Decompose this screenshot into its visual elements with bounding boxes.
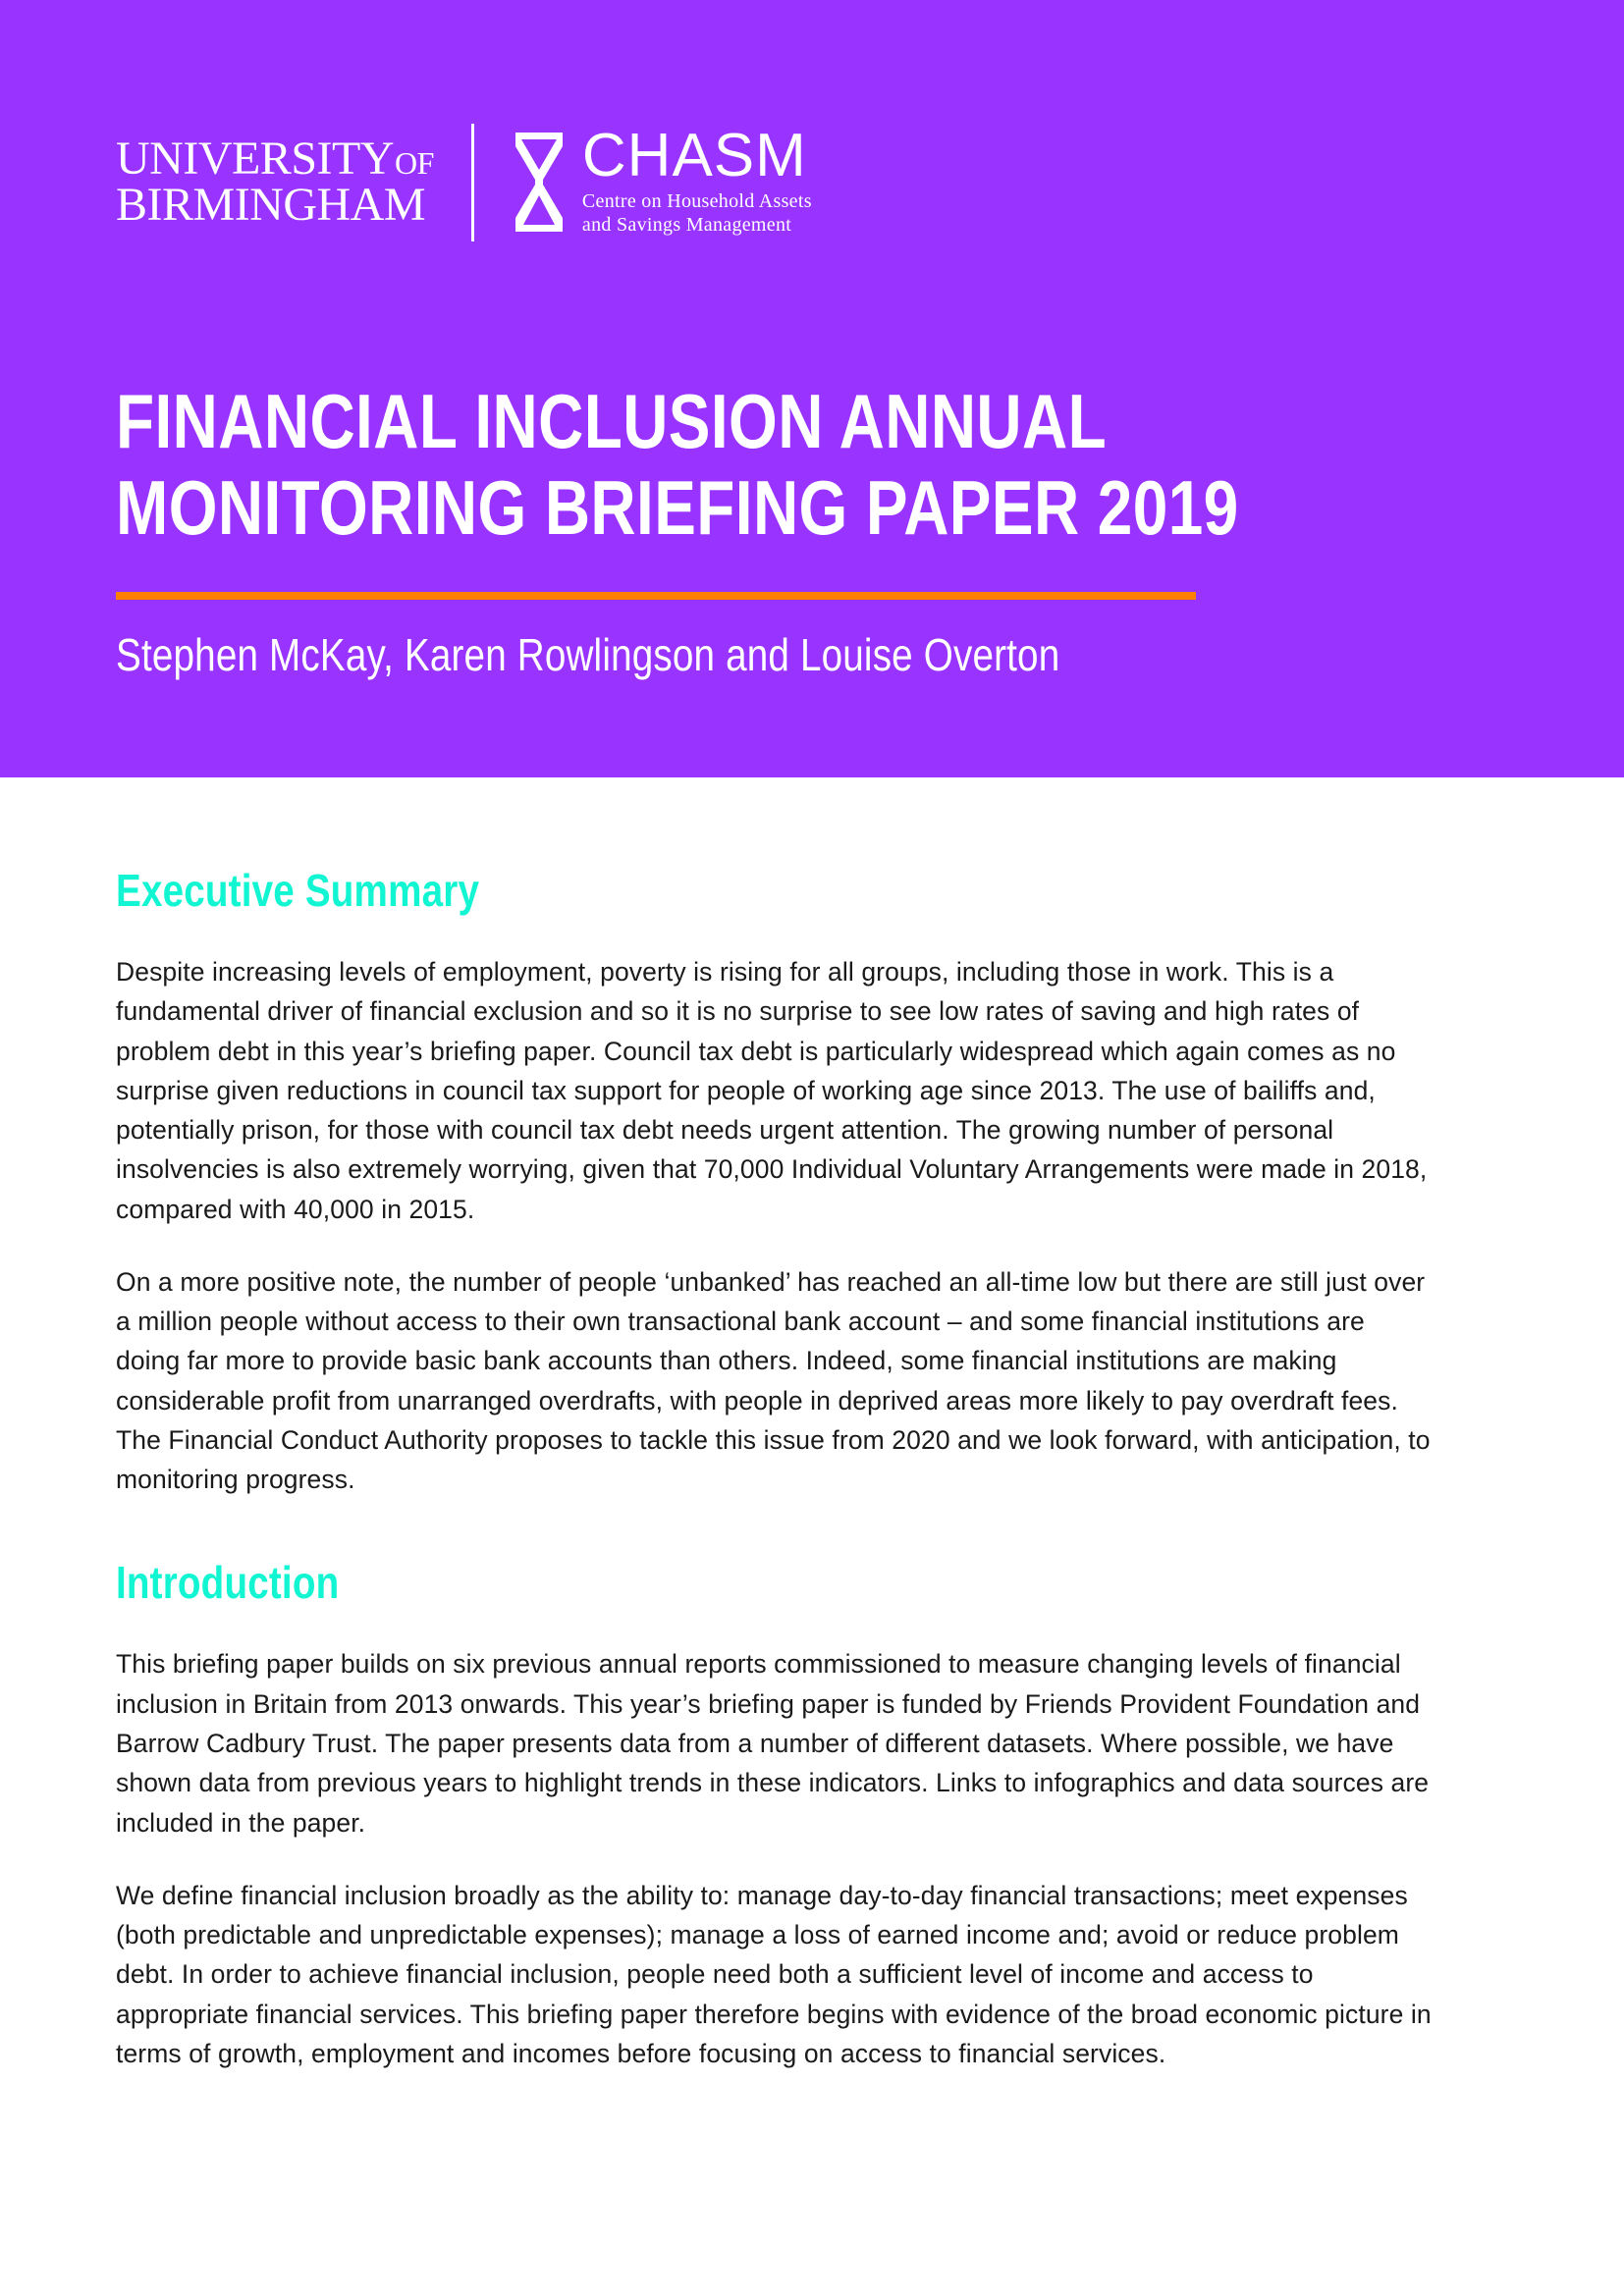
section-heading-introduction: Introduction [116, 1557, 340, 1609]
section-heading-executive-summary: Executive Summary [116, 865, 480, 916]
executive-summary-paragraph-2: On a more positive note, the number of people ‘unbanked’ has reached an all-time low but there are still just over a million people without access to their own transactional bank account – and some financial institutions are doing far more to provide basic bank accounts than others. Indeed, some financial institutions are making considerable profit from unarranged overdrafts, with people in deprived areas more likely to pay overdraft fees. The Financial Conduct Authority proposes to tackle this issue from 2020 and we look forward, with anticipation, to monitoring progress. [116, 1266, 1431, 1495]
cover-title [116, 378, 1343, 551]
university-of-birmingham-logo [116, 133, 471, 231]
executive-summary-paragraph-1: Despite increasing levels of employment, poverty is rising for all groups, including those in work. This is a fundamental driver of financial exclusion and so it is no surprise to see low rates of saving and high rates of problem debt in this year’s briefing paper. Council tax debt is particularly widespread which again comes as no surprise given reductions in council tax support for people of working age since 2013. The use of bailiffs and, potentially prison, for those with council tax debt needs urgent attention. The growing number of personal insolvencies is also extremely worrying, given that 70,000 Individual Voluntary Arrangements were made in 2018, compared with 40,000 in 2015. [116, 957, 1428, 1224]
cover-title-line-2: MONITORING BRIEFING PAPER 2019 [116, 464, 1239, 552]
chasm-logo [474, 122, 812, 238]
chasm-text-block [581, 122, 812, 238]
cover-title-line-1: FINANCIAL INCLUSION ANNUAL [116, 378, 1108, 464]
logo-bar [116, 116, 812, 249]
title-accent-rule [116, 592, 1196, 600]
chasm-tagline-line-1: Centre on Household Assets [581, 190, 812, 213]
uob-logo-word-of: OF [394, 145, 434, 182]
introduction-paragraph-1: This briefing paper builds on six previous annual reports commissioned to measure changing levels of financial inclusion in Britain from 2013 onwards. This year’s briefing paper is funded by Friends Provident Foundation and Barrow Cadbury Trust. The paper presents data from a number of different datasets. Where possible, we have shown data from previous years to highlight trends in these indicators. Links to infographics and data sources are included in the paper. [116, 1649, 1430, 1838]
document-body [116, 864, 1432, 2073]
cover-authors: Stephen McKay, Karen Rowlingson and Louise Overton [116, 629, 1060, 680]
uob-logo-line-2: BIRMINGHAM [116, 179, 426, 231]
chasm-tagline-line-2: and Savings Management [581, 214, 792, 237]
uob-logo-line-1 [116, 133, 434, 186]
uob-logo-word-university: UNIVERSITY [116, 133, 394, 186]
chasm-wordmark: CHASM [581, 122, 807, 190]
introduction-paragraph-2: We define financial inclusion broadly as the ability to: manage day-to-day financial transactions; meet expenses (both predictable and unpredictable expenses); manage a loss of earned income and; avoid or reduce problem debt. In order to achieve financial inclusion, people need both a sufficient level of income and access to appropriate financial services. This briefing paper therefore begins with evidence of the broad economic picture in terms of growth, employment and incomes before focusing on access to financial services. [116, 1880, 1432, 2068]
hourglass-icon [514, 131, 565, 234]
chasm-tagline [582, 189, 812, 238]
